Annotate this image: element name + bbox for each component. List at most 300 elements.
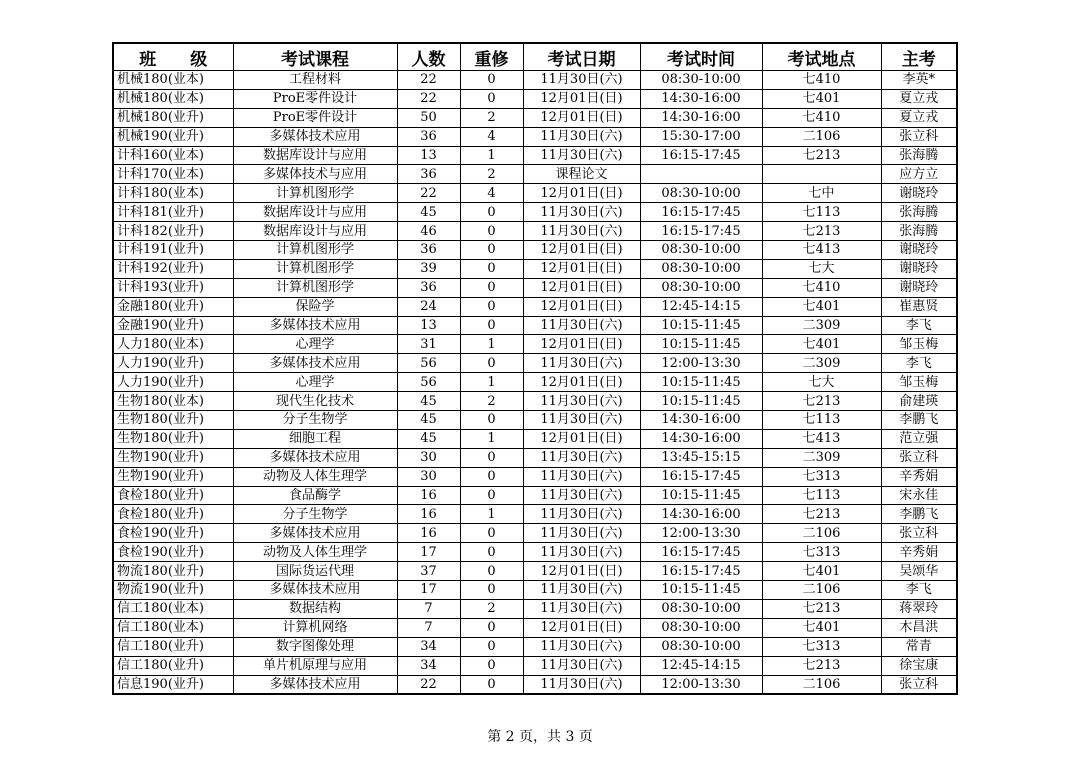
cell-count: 22 bbox=[397, 89, 460, 108]
table-row bbox=[113, 524, 957, 543]
cell-class: 生物180(业升) bbox=[113, 429, 233, 448]
cell-time: 16:15-17:45 bbox=[640, 146, 762, 165]
cell-class: 机械180(业本) bbox=[113, 89, 233, 108]
cell-count: 34 bbox=[397, 637, 460, 656]
cell-time: 08:30-10:00 bbox=[640, 618, 762, 637]
cell-class: 计科193(业升) bbox=[113, 278, 233, 297]
table-row bbox=[113, 354, 957, 373]
table-row bbox=[113, 278, 957, 297]
cell-course: 心理学 bbox=[233, 335, 397, 354]
cell-course: 多媒体技术与应用 bbox=[233, 165, 397, 184]
cell-course: 分子生物学 bbox=[233, 411, 397, 430]
cell-date: 11月30日(六) bbox=[523, 656, 640, 675]
cell-place: 二309 bbox=[762, 448, 881, 467]
cell-time: 10:15-11:45 bbox=[640, 581, 762, 600]
cell-course: ProE零件设计 bbox=[233, 89, 397, 108]
cell-count: 16 bbox=[397, 486, 460, 505]
cell-proctor: 谢晓玲 bbox=[881, 278, 957, 297]
cell-proctor: 邹玉梅 bbox=[881, 335, 957, 354]
cell-retake: 2 bbox=[460, 165, 523, 184]
cell-place: 七113 bbox=[762, 411, 881, 430]
cell-count: 45 bbox=[397, 392, 460, 411]
cell-class: 金融180(业升) bbox=[113, 297, 233, 316]
cell-date: 11月30日(六) bbox=[523, 316, 640, 335]
cell-place: 七大 bbox=[762, 259, 881, 278]
cell-time: 16:15-17:45 bbox=[640, 562, 762, 581]
cell-proctor: 应方立 bbox=[881, 165, 957, 184]
table-row bbox=[113, 505, 957, 524]
cell-class: 机械190(业升) bbox=[113, 127, 233, 146]
cell-time: 14:30-16:00 bbox=[640, 89, 762, 108]
cell-class: 计科180(业本) bbox=[113, 184, 233, 203]
cell-date: 12月01日(日) bbox=[523, 618, 640, 637]
cell-count: 37 bbox=[397, 562, 460, 581]
cell-proctor: 李鹏飞 bbox=[881, 411, 957, 430]
table-row bbox=[113, 467, 957, 486]
cell-proctor: 谢晓玲 bbox=[881, 184, 957, 203]
table-row bbox=[113, 89, 957, 108]
cell-class: 计科192(业升) bbox=[113, 259, 233, 278]
cell-count: 30 bbox=[397, 448, 460, 467]
cell-time bbox=[640, 165, 762, 184]
cell-proctor: 俞建瑛 bbox=[881, 392, 957, 411]
header-count: 人数 bbox=[397, 43, 460, 71]
cell-count: 16 bbox=[397, 505, 460, 524]
cell-date: 11月30日(六) bbox=[523, 71, 640, 90]
cell-time: 16:15-17:45 bbox=[640, 203, 762, 222]
cell-course: 计算机网络 bbox=[233, 618, 397, 637]
cell-proctor: 张立科 bbox=[881, 524, 957, 543]
cell-time: 12:45-14:15 bbox=[640, 656, 762, 675]
header-date: 考试日期 bbox=[523, 43, 640, 71]
table-row bbox=[113, 581, 957, 600]
cell-class: 信工180(业本) bbox=[113, 599, 233, 618]
cell-course: 现代生化技术 bbox=[233, 392, 397, 411]
cell-time: 16:15-17:45 bbox=[640, 222, 762, 241]
cell-class: 机械180(业升) bbox=[113, 108, 233, 127]
cell-count: 50 bbox=[397, 108, 460, 127]
cell-proctor: 谢晓玲 bbox=[881, 241, 957, 260]
cell-place: 七401 bbox=[762, 618, 881, 637]
cell-date: 11月30日(六) bbox=[523, 675, 640, 694]
cell-course: 动物及人体生理学 bbox=[233, 543, 397, 562]
cell-retake: 0 bbox=[460, 278, 523, 297]
cell-retake: 0 bbox=[460, 543, 523, 562]
cell-date: 12月01日(日) bbox=[523, 259, 640, 278]
exam-schedule-table bbox=[112, 42, 958, 695]
cell-date: 12月01日(日) bbox=[523, 429, 640, 448]
cell-place: 七313 bbox=[762, 543, 881, 562]
cell-place: 七410 bbox=[762, 71, 881, 90]
cell-count: 36 bbox=[397, 165, 460, 184]
cell-time: 13:45-15:15 bbox=[640, 448, 762, 467]
cell-course: 数据结构 bbox=[233, 599, 397, 618]
cell-proctor: 张立科 bbox=[881, 675, 957, 694]
cell-retake: 2 bbox=[460, 599, 523, 618]
cell-retake: 0 bbox=[460, 297, 523, 316]
cell-course: 工程材料 bbox=[233, 71, 397, 90]
cell-date: 11月30日(六) bbox=[523, 392, 640, 411]
cell-proctor: 李飞 bbox=[881, 581, 957, 600]
cell-proctor: 谢晓玲 bbox=[881, 259, 957, 278]
table-row bbox=[113, 448, 957, 467]
cell-course: 计算机图形学 bbox=[233, 241, 397, 260]
cell-course: ProE零件设计 bbox=[233, 108, 397, 127]
cell-count: 24 bbox=[397, 297, 460, 316]
cell-course: 数据库设计与应用 bbox=[233, 203, 397, 222]
cell-time: 16:15-17:45 bbox=[640, 467, 762, 486]
cell-date: 12月01日(日) bbox=[523, 373, 640, 392]
cell-retake: 0 bbox=[460, 71, 523, 90]
cell-proctor: 张海腾 bbox=[881, 203, 957, 222]
table-row bbox=[113, 71, 957, 90]
cell-time: 14:30-16:00 bbox=[640, 429, 762, 448]
cell-place: 七413 bbox=[762, 241, 881, 260]
cell-count: 45 bbox=[397, 411, 460, 430]
table-row bbox=[113, 429, 957, 448]
cell-count: 45 bbox=[397, 203, 460, 222]
cell-class: 信工180(业升) bbox=[113, 656, 233, 675]
cell-proctor: 蒋翠玲 bbox=[881, 599, 957, 618]
cell-course: 计算机图形学 bbox=[233, 184, 397, 203]
cell-date: 12月01日(日) bbox=[523, 278, 640, 297]
cell-retake: 0 bbox=[460, 486, 523, 505]
cell-proctor: 辛秀娟 bbox=[881, 543, 957, 562]
cell-proctor: 张立科 bbox=[881, 448, 957, 467]
cell-time: 15:30-17:00 bbox=[640, 127, 762, 146]
cell-place: 七213 bbox=[762, 656, 881, 675]
cell-proctor: 范立强 bbox=[881, 429, 957, 448]
cell-count: 34 bbox=[397, 656, 460, 675]
cell-time: 12:00-13:30 bbox=[640, 524, 762, 543]
cell-place: 七413 bbox=[762, 429, 881, 448]
cell-class: 计科181(业升) bbox=[113, 203, 233, 222]
cell-class: 生物190(业升) bbox=[113, 448, 233, 467]
cell-proctor: 张海腾 bbox=[881, 146, 957, 165]
table-row bbox=[113, 543, 957, 562]
cell-time: 08:30-10:00 bbox=[640, 278, 762, 297]
cell-date: 12月01日(日) bbox=[523, 297, 640, 316]
cell-date: 12月01日(日) bbox=[523, 335, 640, 354]
cell-date: 12月01日(日) bbox=[523, 184, 640, 203]
cell-proctor: 宋永佳 bbox=[881, 486, 957, 505]
cell-retake: 4 bbox=[460, 184, 523, 203]
cell-date: 11月30日(六) bbox=[523, 448, 640, 467]
cell-count: 22 bbox=[397, 71, 460, 90]
cell-class: 人力190(业升) bbox=[113, 354, 233, 373]
header-retake: 重修 bbox=[460, 43, 523, 71]
cell-retake: 1 bbox=[460, 373, 523, 392]
cell-course: 保险学 bbox=[233, 297, 397, 316]
header-course: 考试课程 bbox=[233, 43, 397, 71]
cell-date: 11月30日(六) bbox=[523, 222, 640, 241]
cell-place: 二106 bbox=[762, 675, 881, 694]
cell-proctor: 夏立戎 bbox=[881, 89, 957, 108]
cell-course: 多媒体技术应用 bbox=[233, 316, 397, 335]
table-row bbox=[113, 599, 957, 618]
table-row bbox=[113, 411, 957, 430]
cell-date: 11月30日(六) bbox=[523, 354, 640, 373]
table-row bbox=[113, 316, 957, 335]
cell-count: 30 bbox=[397, 467, 460, 486]
cell-class: 生物180(业本) bbox=[113, 392, 233, 411]
cell-class: 计科170(业本) bbox=[113, 165, 233, 184]
cell-class: 物流180(业升) bbox=[113, 562, 233, 581]
cell-retake: 1 bbox=[460, 146, 523, 165]
cell-date: 11月30日(六) bbox=[523, 505, 640, 524]
cell-place: 七213 bbox=[762, 222, 881, 241]
cell-time: 14:30-16:00 bbox=[640, 411, 762, 430]
cell-proctor: 李鹏飞 bbox=[881, 505, 957, 524]
cell-time: 08:30-10:00 bbox=[640, 71, 762, 90]
cell-course: 多媒体技术应用 bbox=[233, 675, 397, 694]
cell-count: 13 bbox=[397, 316, 460, 335]
cell-count: 17 bbox=[397, 581, 460, 600]
cell-proctor: 张立科 bbox=[881, 127, 957, 146]
cell-course: 多媒体技术应用 bbox=[233, 354, 397, 373]
cell-course: 多媒体技术应用 bbox=[233, 581, 397, 600]
cell-class: 计科182(业升) bbox=[113, 222, 233, 241]
cell-count: 22 bbox=[397, 184, 460, 203]
cell-date: 11月30日(六) bbox=[523, 543, 640, 562]
cell-place: 七401 bbox=[762, 562, 881, 581]
cell-class: 计科160(业本) bbox=[113, 146, 233, 165]
cell-class: 信工180(业升) bbox=[113, 637, 233, 656]
cell-time: 16:15-17:45 bbox=[640, 543, 762, 562]
cell-count: 56 bbox=[397, 373, 460, 392]
table-row bbox=[113, 259, 957, 278]
cell-retake: 0 bbox=[460, 354, 523, 373]
cell-retake: 1 bbox=[460, 429, 523, 448]
cell-count: 45 bbox=[397, 429, 460, 448]
cell-date: 12月01日(日) bbox=[523, 241, 640, 260]
cell-proctor: 张海腾 bbox=[881, 222, 957, 241]
cell-date: 11月30日(六) bbox=[523, 581, 640, 600]
cell-date: 11月30日(六) bbox=[523, 411, 640, 430]
cell-course: 心理学 bbox=[233, 373, 397, 392]
cell-class: 人力180(业本) bbox=[113, 335, 233, 354]
cell-count: 7 bbox=[397, 599, 460, 618]
cell-time: 12:00-13:30 bbox=[640, 354, 762, 373]
cell-course: 国际货运代理 bbox=[233, 562, 397, 581]
cell-course: 食品酶学 bbox=[233, 486, 397, 505]
table-row bbox=[113, 108, 957, 127]
table-row bbox=[113, 392, 957, 411]
cell-course: 多媒体技术应用 bbox=[233, 127, 397, 146]
cell-retake: 0 bbox=[460, 562, 523, 581]
cell-course: 多媒体技术应用 bbox=[233, 524, 397, 543]
cell-time: 10:15-11:45 bbox=[640, 486, 762, 505]
cell-count: 16 bbox=[397, 524, 460, 543]
cell-time: 08:30-10:00 bbox=[640, 599, 762, 618]
cell-proctor: 夏立戎 bbox=[881, 108, 957, 127]
cell-retake: 2 bbox=[460, 108, 523, 127]
cell-date: 12月01日(日) bbox=[523, 89, 640, 108]
cell-place: 七213 bbox=[762, 599, 881, 618]
cell-place: 七410 bbox=[762, 108, 881, 127]
cell-retake: 0 bbox=[460, 467, 523, 486]
cell-place: 二106 bbox=[762, 581, 881, 600]
cell-place: 七313 bbox=[762, 637, 881, 656]
cell-place: 二106 bbox=[762, 127, 881, 146]
cell-retake: 0 bbox=[460, 448, 523, 467]
cell-count: 36 bbox=[397, 127, 460, 146]
cell-count: 39 bbox=[397, 259, 460, 278]
cell-course: 分子生物学 bbox=[233, 505, 397, 524]
cell-class: 信工180(业本) bbox=[113, 618, 233, 637]
header-time: 考试时间 bbox=[640, 43, 762, 71]
table-row bbox=[113, 146, 957, 165]
cell-place: 七213 bbox=[762, 146, 881, 165]
cell-time: 08:30-10:00 bbox=[640, 637, 762, 656]
cell-place: 二309 bbox=[762, 354, 881, 373]
page-footer: 第 2 页，共 3 页 bbox=[487, 729, 593, 745]
header-class: 班 级 bbox=[113, 43, 233, 71]
cell-place: 二106 bbox=[762, 524, 881, 543]
cell-retake: 0 bbox=[460, 259, 523, 278]
table-row bbox=[113, 486, 957, 505]
cell-class: 生物180(业升) bbox=[113, 411, 233, 430]
cell-retake: 0 bbox=[460, 316, 523, 335]
header-place: 考试地点 bbox=[762, 43, 881, 71]
cell-class: 生物190(业升) bbox=[113, 467, 233, 486]
cell-date: 11月30日(六) bbox=[523, 486, 640, 505]
cell-retake: 1 bbox=[460, 335, 523, 354]
cell-place: 七401 bbox=[762, 89, 881, 108]
cell-date: 12月01日(日) bbox=[523, 562, 640, 581]
cell-retake: 2 bbox=[460, 392, 523, 411]
cell-date: 课程论文 bbox=[523, 165, 640, 184]
cell-time: 12:45-14:15 bbox=[640, 297, 762, 316]
cell-retake: 0 bbox=[460, 203, 523, 222]
table-row bbox=[113, 127, 957, 146]
cell-class: 食检180(业升) bbox=[113, 505, 233, 524]
cell-class: 食检190(业升) bbox=[113, 524, 233, 543]
cell-retake: 0 bbox=[460, 675, 523, 694]
cell-proctor: 李飞 bbox=[881, 316, 957, 335]
cell-place: 七401 bbox=[762, 297, 881, 316]
cell-retake: 0 bbox=[460, 411, 523, 430]
cell-time: 10:15-11:45 bbox=[640, 392, 762, 411]
cell-course: 多媒体技术应用 bbox=[233, 448, 397, 467]
cell-class: 计科191(业升) bbox=[113, 241, 233, 260]
cell-time: 12:00-13:30 bbox=[640, 675, 762, 694]
cell-count: 22 bbox=[397, 675, 460, 694]
cell-place: 七113 bbox=[762, 486, 881, 505]
cell-class: 金融190(业升) bbox=[113, 316, 233, 335]
cell-proctor: 李英* bbox=[881, 71, 957, 90]
cell-place: 七313 bbox=[762, 467, 881, 486]
table-row bbox=[113, 222, 957, 241]
cell-date: 11月30日(六) bbox=[523, 637, 640, 656]
table-row bbox=[113, 562, 957, 581]
table-row bbox=[113, 637, 957, 656]
cell-count: 7 bbox=[397, 618, 460, 637]
cell-count: 46 bbox=[397, 222, 460, 241]
cell-count: 17 bbox=[397, 543, 460, 562]
cell-place bbox=[762, 165, 881, 184]
cell-date: 12月01日(日) bbox=[523, 108, 640, 127]
cell-course: 计算机图形学 bbox=[233, 259, 397, 278]
cell-proctor: 辛秀娟 bbox=[881, 467, 957, 486]
cell-place: 七113 bbox=[762, 203, 881, 222]
cell-time: 08:30-10:00 bbox=[640, 241, 762, 260]
table-row bbox=[113, 165, 957, 184]
cell-proctor: 常青 bbox=[881, 637, 957, 656]
cell-retake: 0 bbox=[460, 618, 523, 637]
table-row bbox=[113, 184, 957, 203]
cell-date: 11月30日(六) bbox=[523, 146, 640, 165]
cell-course: 动物及人体生理学 bbox=[233, 467, 397, 486]
cell-class: 食检190(业升) bbox=[113, 543, 233, 562]
table-row bbox=[113, 335, 957, 354]
cell-retake: 0 bbox=[460, 656, 523, 675]
cell-retake: 4 bbox=[460, 127, 523, 146]
cell-time: 08:30-10:00 bbox=[640, 259, 762, 278]
cell-retake: 0 bbox=[460, 637, 523, 656]
cell-count: 13 bbox=[397, 146, 460, 165]
cell-place: 七213 bbox=[762, 505, 881, 524]
table-row bbox=[113, 203, 957, 222]
cell-retake: 0 bbox=[460, 89, 523, 108]
cell-retake: 0 bbox=[460, 524, 523, 543]
cell-place: 七213 bbox=[762, 392, 881, 411]
cell-date: 11月30日(六) bbox=[523, 203, 640, 222]
cell-count: 36 bbox=[397, 278, 460, 297]
cell-class: 机械180(业本) bbox=[113, 71, 233, 90]
cell-date: 11月30日(六) bbox=[523, 524, 640, 543]
table-row bbox=[113, 618, 957, 637]
cell-place: 二309 bbox=[762, 316, 881, 335]
cell-class: 食检180(业升) bbox=[113, 486, 233, 505]
header-proctor: 主考 bbox=[881, 43, 957, 71]
cell-time: 14:30-16:00 bbox=[640, 108, 762, 127]
cell-retake: 0 bbox=[460, 222, 523, 241]
cell-proctor: 崔惠贤 bbox=[881, 297, 957, 316]
cell-date: 11月30日(六) bbox=[523, 467, 640, 486]
cell-retake: 0 bbox=[460, 241, 523, 260]
cell-course: 数据库设计与应用 bbox=[233, 222, 397, 241]
cell-course: 数字图像处理 bbox=[233, 637, 397, 656]
cell-retake: 1 bbox=[460, 505, 523, 524]
cell-place: 七410 bbox=[762, 278, 881, 297]
cell-time: 10:15-11:45 bbox=[640, 316, 762, 335]
cell-class: 信息190(业升) bbox=[113, 675, 233, 694]
table-row bbox=[113, 373, 957, 392]
cell-course: 计算机图形学 bbox=[233, 278, 397, 297]
cell-proctor: 邹玉梅 bbox=[881, 373, 957, 392]
cell-proctor: 木昌洪 bbox=[881, 618, 957, 637]
table-row bbox=[113, 656, 957, 675]
cell-place: 七大 bbox=[762, 373, 881, 392]
cell-count: 31 bbox=[397, 335, 460, 354]
cell-date: 11月30日(六) bbox=[523, 599, 640, 618]
cell-course: 单片机原理与应用 bbox=[233, 656, 397, 675]
cell-course: 细胞工程 bbox=[233, 429, 397, 448]
cell-place: 七401 bbox=[762, 335, 881, 354]
cell-proctor: 吴颂华 bbox=[881, 562, 957, 581]
cell-count: 36 bbox=[397, 241, 460, 260]
cell-time: 08:30-10:00 bbox=[640, 184, 762, 203]
cell-proctor: 徐宝康 bbox=[881, 656, 957, 675]
table-row bbox=[113, 675, 957, 694]
cell-course: 数据库设计与应用 bbox=[233, 146, 397, 165]
cell-count: 56 bbox=[397, 354, 460, 373]
cell-place: 七中 bbox=[762, 184, 881, 203]
cell-date: 11月30日(六) bbox=[523, 127, 640, 146]
table-row bbox=[113, 241, 957, 260]
table-header-row bbox=[113, 43, 957, 71]
